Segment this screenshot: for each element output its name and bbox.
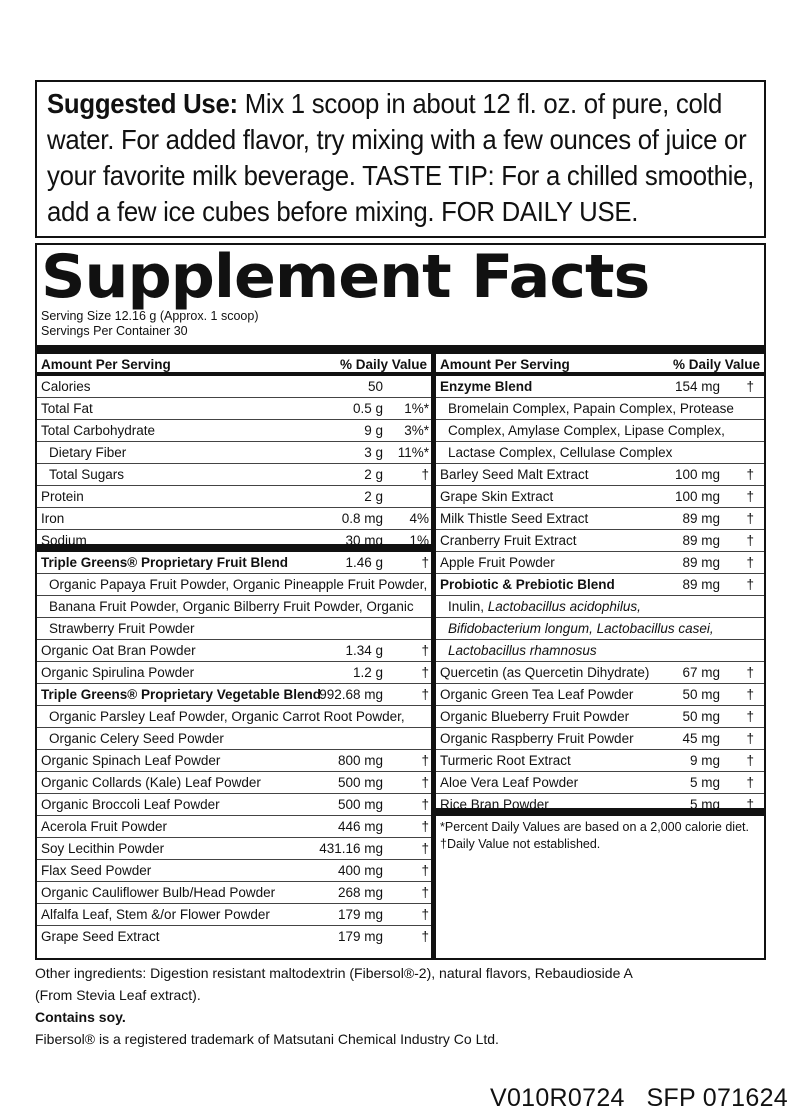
servings-per-container: Servings Per Container 30: [41, 324, 188, 338]
left-nutrient-row: [37, 596, 431, 618]
left-nutrient-row: [37, 442, 431, 464]
left-nutrient-row: [37, 530, 431, 552]
left-nutrient-name: Organic Spirulina Powder: [41, 665, 195, 680]
left-nutrient-row: [37, 816, 431, 838]
right-nutrient-amount: 100 mg: [674, 467, 720, 482]
right-nutrient-row: [436, 728, 764, 750]
right-nutrient-name: Organic Green Tea Leaf Powder: [440, 687, 634, 702]
left-nutrient-amount: 431.16 mg: [319, 841, 383, 856]
left-nutrient-dv: 4%: [409, 511, 429, 526]
footnote-dagger: †Daily Value not established.: [440, 837, 601, 851]
left-nutrient-dv: †: [421, 863, 429, 878]
right-nutrient-name: Bromelain Complex, Papain Complex, Protease: [448, 401, 734, 416]
right-nutrient-name: Barley Seed Malt Extract: [440, 467, 589, 482]
left-nutrient-row: [37, 794, 431, 816]
right-nutrient-amount: 5 mg: [689, 775, 720, 790]
left-nutrient-row: [37, 860, 431, 882]
right-nutrient-row: [436, 420, 764, 442]
left-nutrient-row: [37, 464, 431, 486]
left-nutrient-dv: †: [421, 555, 429, 570]
left-nutrient-dv: †: [421, 775, 429, 790]
left-nutrient-row: [37, 838, 431, 860]
right-header-amount: Amount Per Serving: [440, 357, 570, 372]
right-nutrient-name: Bifidobacterium longum, Lactobacillus casei,: [448, 621, 714, 636]
left-nutrient-name: Triple Greens® Proprietary Vegetable Blend: [41, 687, 322, 702]
right-nutrient-amount: 5 mg: [689, 797, 720, 812]
serving-size: Serving Size 12.16 g (Approx. 1 scoop): [41, 309, 259, 323]
left-nutrient-row: [37, 706, 431, 728]
right-nutrient-row: [436, 684, 764, 706]
left-nutrient-name: Strawberry Fruit Powder: [49, 621, 195, 636]
left-nutrient-amount: 500 mg: [337, 797, 383, 812]
left-nutrient-name: Organic Broccoli Leaf Powder: [41, 797, 220, 812]
left-nutrient-amount: 268 mg: [337, 885, 383, 900]
left-nutrient-dv: †: [421, 885, 429, 900]
left-nutrient-name: Organic Oat Bran Powder: [41, 643, 196, 658]
right-nutrient-name: Lactobacillus rhamnosus: [448, 643, 597, 658]
left-nutrient-amount: 30 mg: [345, 533, 383, 548]
left-nutrient-row: [37, 662, 431, 684]
left-nutrient-amount: 1.34 g: [345, 643, 383, 658]
suggested-use-body: Mix 1 scoop in about 12 fl. oz. of pure, cold water. For added flavor, try mixing with a few ounces of juice or your favorite milk beverage. TASTE TIP: For a chilled smoothie, add a few ice cubes before mixing. FOR DAILY USE.: [47, 88, 755, 227]
left-nutrient-name: Dietary Fiber: [49, 445, 127, 460]
right-nutrient-name: Organic Raspberry Fruit Powder: [440, 731, 634, 746]
left-nutrient-row: [37, 684, 431, 706]
left-nutrient-name: Total Fat: [41, 401, 93, 416]
right-nutrient-amount: 89 mg: [682, 555, 720, 570]
left-nutrient-row: [37, 376, 431, 398]
other-ingredients: [35, 962, 775, 1050]
right-nutrient-amount: 50 mg: [682, 709, 720, 724]
left-nutrient-amount: 0.8 mg: [341, 511, 383, 526]
left-nutrient-row: [37, 882, 431, 904]
right-nutrient-name: Milk Thistle Seed Extract: [440, 511, 589, 526]
right-nutrient-dv: †: [746, 797, 754, 812]
right-nutrient-name: Aloe Vera Leaf Powder: [440, 775, 579, 790]
right-nutrient-amount: 89 mg: [682, 577, 720, 592]
right-nutrient-dv: †: [746, 467, 754, 482]
left-column: [37, 354, 431, 948]
right-nutrient-row: [436, 794, 764, 816]
left-nutrient-name: Total Carbohydrate: [41, 423, 156, 438]
right-nutrient-row: [436, 376, 764, 398]
right-nutrient-row: [436, 486, 764, 508]
right-nutrient-row: [436, 398, 764, 420]
right-nutrient-row: [436, 596, 764, 618]
right-nutrient-name: Organic Blueberry Fruit Powder: [440, 709, 630, 724]
right-nutrient-name: Turmeric Root Extract: [440, 753, 571, 768]
right-nutrient-name: Quercetin (as Quercetin Dihydrate): [440, 665, 650, 680]
right-nutrient-name: Probiotic & Prebiotic Blend: [440, 577, 615, 592]
right-nutrient-dv: †: [746, 489, 754, 504]
left-header-dv: % Daily Value: [339, 357, 427, 372]
suggested-use-label: Suggested Use:: [47, 88, 238, 119]
right-nutrient-dv: †: [746, 687, 754, 702]
left-nutrient-row: [37, 574, 431, 596]
left-nutrient-dv: 1%*: [404, 401, 429, 416]
left-nutrient-dv: †: [421, 467, 429, 482]
left-nutrient-dv: †: [421, 687, 429, 702]
right-column: [436, 354, 764, 816]
right-nutrient-row: [436, 772, 764, 794]
left-nutrient-name: Triple Greens® Proprietary Fruit Blend: [41, 555, 289, 570]
left-nutrient-name: Organic Cauliflower Bulb/Head Powder: [41, 885, 276, 900]
right-nutrient-amount: 89 mg: [682, 533, 720, 548]
left-nutrient-amount: 9 g: [364, 423, 383, 438]
right-nutrient-dv: †: [746, 709, 754, 724]
left-nutrient-amount: 1.46 g: [345, 555, 383, 570]
footnotes: [440, 819, 764, 853]
contains-statement: Contains soy.: [35, 1009, 126, 1025]
right-nutrient-row: [436, 750, 764, 772]
left-nutrient-row: [37, 486, 431, 508]
left-nutrient-name: Sodium: [41, 533, 87, 548]
suggested-use-text: [47, 86, 755, 230]
ingredients-line-2: (From Stevia Leaf extract).: [35, 987, 201, 1003]
top-rule: [37, 345, 764, 354]
right-nutrient-name: Grape Skin Extract: [440, 489, 554, 504]
left-nutrient-row: [37, 728, 431, 750]
suggested-use-box: [35, 80, 766, 238]
right-nutrient-dv: †: [746, 665, 754, 680]
left-nutrient-row: [37, 904, 431, 926]
right-nutrient-dv: †: [746, 511, 754, 526]
right-nutrient-row: [436, 640, 764, 662]
left-nutrient-dv: 3%*: [404, 423, 429, 438]
right-nutrient-dv: †: [746, 379, 754, 394]
left-nutrient-name: Total Sugars: [49, 467, 125, 482]
left-nutrient-name: Iron: [41, 511, 65, 526]
left-nutrient-name: Protein: [41, 489, 84, 504]
left-nutrient-dv: 1%: [409, 533, 429, 548]
left-nutrient-name: Organic Spinach Leaf Powder: [41, 753, 221, 768]
left-nutrient-amount: 400 mg: [337, 863, 383, 878]
left-nutrient-row: [37, 640, 431, 662]
right-nutrient-amount: 9 mg: [689, 753, 720, 768]
right-nutrient-amount: 50 mg: [682, 687, 720, 702]
right-nutrient-dv: †: [746, 577, 754, 592]
footnote-percent: *Percent Daily Values are based on a 2,000 calorie diet.: [440, 820, 749, 834]
left-nutrient-row: [37, 926, 431, 948]
left-header-row: [37, 354, 431, 376]
left-nutrient-row: [37, 420, 431, 442]
product-codes: V010R0724 SFP 071624: [489, 1084, 788, 1112]
right-nutrient-name: Cranberry Fruit Extract: [440, 533, 577, 548]
left-nutrient-amount: 992.68 mg: [319, 687, 383, 702]
left-nutrient-dv: †: [421, 841, 429, 856]
left-nutrient-row: [37, 772, 431, 794]
right-nutrient-row: [436, 464, 764, 486]
left-nutrient-name: Soy Lecithin Powder: [41, 841, 165, 856]
left-header-amount: Amount Per Serving: [41, 357, 171, 372]
left-nutrient-amount: 2 g: [364, 467, 383, 482]
right-nutrient-row: [436, 442, 764, 464]
right-nutrient-row: [436, 618, 764, 640]
left-nutrient-name: Grape Seed Extract: [41, 929, 160, 944]
left-nutrient-row: [37, 618, 431, 640]
left-nutrient-name: Flax Seed Powder: [41, 863, 152, 878]
left-nutrient-name: Organic Celery Seed Powder: [49, 731, 224, 746]
left-nutrient-name: Organic Collards (Kale) Leaf Powder: [41, 775, 261, 790]
right-nutrient-name: Enzyme Blend: [440, 379, 533, 394]
left-nutrient-name: Acerola Fruit Powder: [41, 819, 168, 834]
right-nutrient-dv: †: [746, 775, 754, 790]
right-nutrient-dv: †: [746, 533, 754, 548]
right-nutrient-name: Rice Bran Powder: [440, 797, 549, 812]
left-nutrient-dv: 11%*: [397, 445, 429, 460]
left-nutrient-dv: †: [421, 665, 429, 680]
left-nutrient-name: Alfalfa Leaf, Stem &/or Flower Powder: [41, 907, 270, 922]
left-nutrient-name: Calories: [41, 379, 91, 394]
left-nutrient-dv: †: [421, 797, 429, 812]
left-nutrient-amount: 500 mg: [337, 775, 383, 790]
left-nutrient-dv: †: [421, 753, 429, 768]
right-nutrient-dv: †: [746, 753, 754, 768]
right-nutrient-amount: 154 mg: [674, 379, 720, 394]
left-nutrient-amount: 179 mg: [337, 929, 383, 944]
left-nutrient-amount: 446 mg: [337, 819, 383, 834]
serving-info: [41, 309, 258, 339]
left-nutrient-row: [37, 750, 431, 772]
supplement-facts-panel: [35, 243, 766, 960]
right-header-row: [436, 354, 764, 376]
left-nutrient-row: [37, 552, 431, 574]
right-nutrient-name: Lactase Complex, Cellulase Complex: [448, 445, 673, 460]
right-nutrient-amount: 45 mg: [682, 731, 720, 746]
left-nutrient-amount: 1.2 g: [352, 665, 383, 680]
right-nutrient-name: Complex, Amylase Complex, Lipase Complex,: [448, 423, 725, 438]
left-nutrient-amount: 2 g: [364, 489, 383, 504]
right-nutrient-row: [436, 530, 764, 552]
left-nutrient-row: [37, 398, 431, 420]
ingredients-line-1: Other ingredients: Digestion resistant maltodextrin (Fibersol®-2), natural flavors, Rebaudioside A: [35, 965, 633, 981]
right-nutrient-amount: 89 mg: [682, 511, 720, 526]
left-nutrient-amount: 3 g: [364, 445, 383, 460]
right-nutrient-name: Inulin, Lactobacillus acidophilus,: [448, 599, 641, 614]
left-nutrient-amount: 800 mg: [337, 753, 383, 768]
right-nutrient-amount: 100 mg: [674, 489, 720, 504]
left-nutrient-amount: 50: [367, 379, 383, 394]
left-nutrient-name: Banana Fruit Powder, Organic Bilberry Fruit Powder, Organic: [49, 599, 414, 614]
trademark-statement: Fibersol® is a registered trademark of Matsutani Chemical Industry Co Ltd.: [35, 1031, 499, 1047]
left-nutrient-dv: †: [421, 643, 429, 658]
left-nutrient-dv: †: [421, 907, 429, 922]
left-nutrient-amount: 179 mg: [337, 907, 383, 922]
right-nutrient-dv: †: [746, 555, 754, 570]
right-nutrient-name: Apple Fruit Powder: [440, 555, 555, 570]
right-header-dv: % Daily Value: [672, 357, 760, 372]
facts-title: Supplement Facts: [41, 242, 650, 312]
right-nutrient-row: [436, 706, 764, 728]
left-nutrient-dv: †: [421, 929, 429, 944]
left-nutrient-amount: 0.5 g: [352, 401, 383, 416]
right-nutrient-dv: †: [746, 731, 754, 746]
right-nutrient-row: [436, 552, 764, 574]
left-nutrient-name: Organic Papaya Fruit Powder, Organic Pineapple Fruit Powder,: [49, 577, 428, 592]
left-nutrient-name: Organic Parsley Leaf Powder, Organic Carrot Root Powder,: [49, 709, 405, 724]
right-nutrient-row: [436, 662, 764, 684]
right-nutrient-row: [436, 508, 764, 530]
right-nutrient-amount: 67 mg: [682, 665, 720, 680]
left-nutrient-dv: †: [421, 819, 429, 834]
right-nutrient-row: [436, 574, 764, 596]
left-nutrient-row: [37, 508, 431, 530]
